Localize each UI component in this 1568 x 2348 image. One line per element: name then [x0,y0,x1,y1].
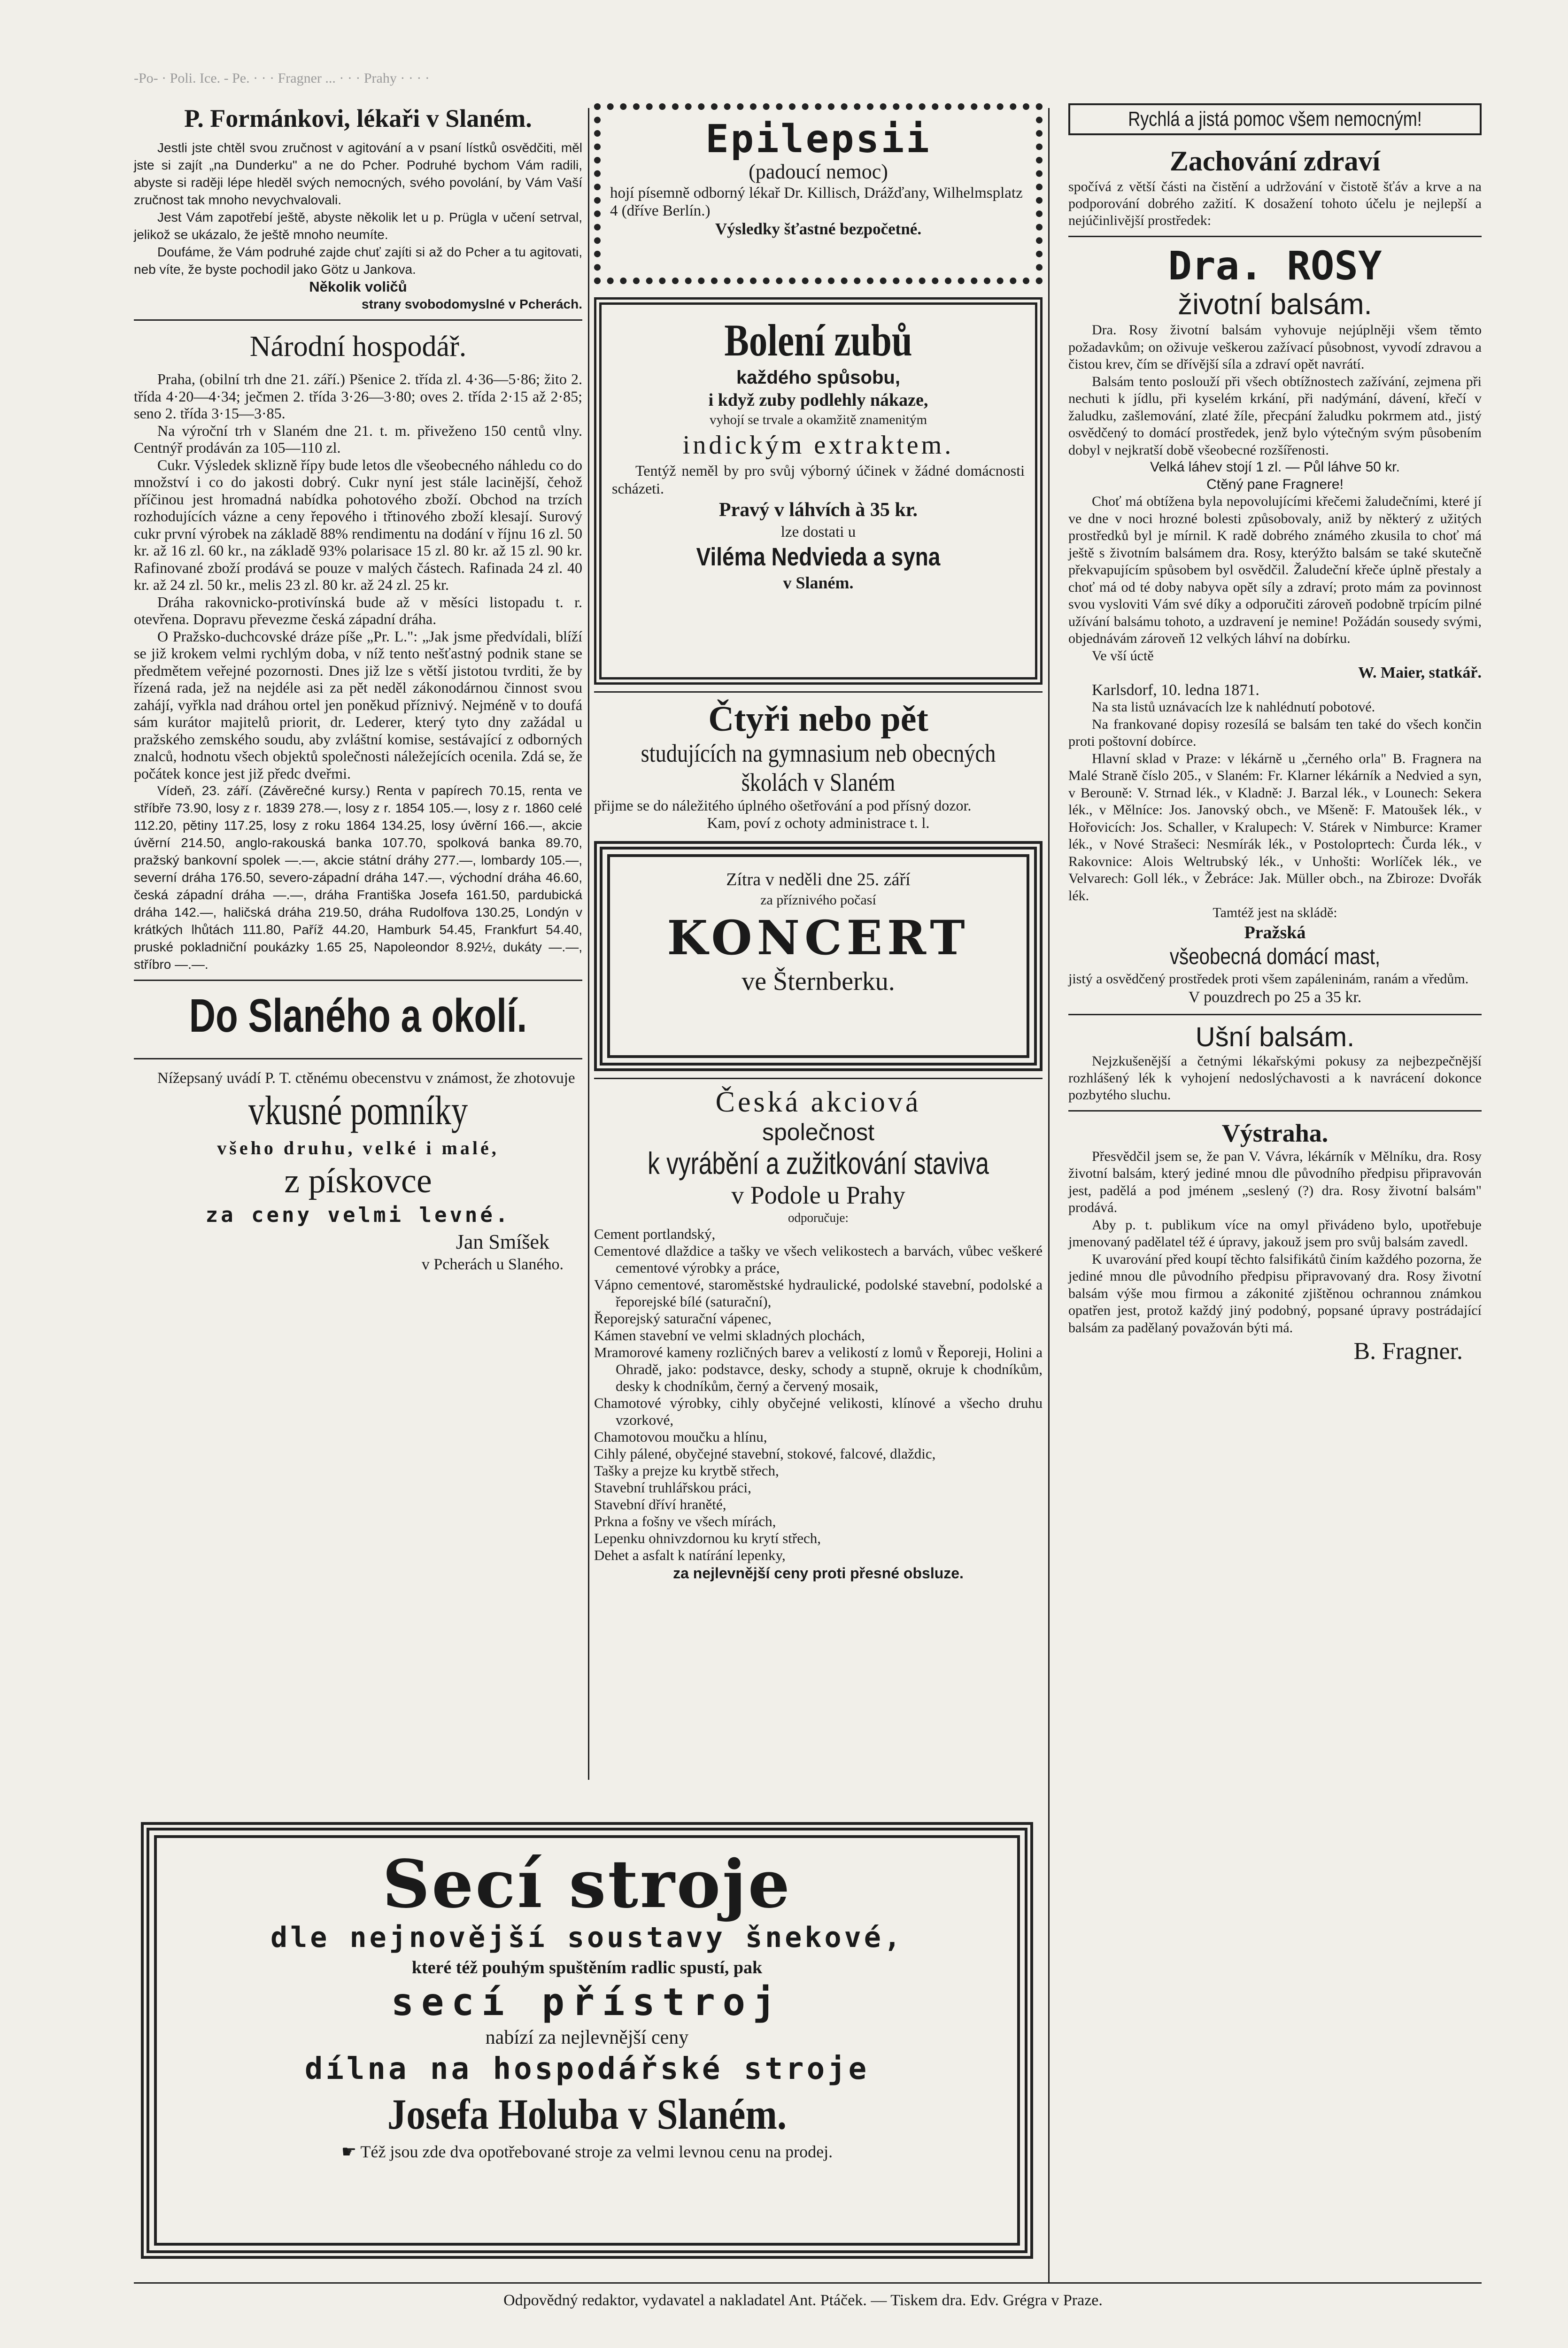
divider [1068,236,1482,237]
imprint-footer: Odpovědný redaktor, vydavatel a nakladatel Ant. Ptáček. — Tiskem dra. Edv. Grégra v Praze. [503,2292,1103,2309]
product-item: Vápno cementové, staroměstské hydraulické, podolské stavební, podolské a řeporejské bílé (saturační), [594,1276,1043,1310]
balsam-body [1068,322,1482,922]
product-item: Dehet a asfalt k natírání lepenky, [594,1547,786,1563]
company-line-3: k vyrábění a zužitkování staviva [648,1146,989,1181]
toothache-line-3: vyhojí se trvale a okamžitě znamenitým [709,412,927,427]
ointment-line-2: všeobecná domácí mast, [1169,944,1381,969]
toothache-price: Pravý v láhvích à 35 kr. [718,499,918,521]
toothache-ad [594,297,1043,685]
local-headline: vkusné pomníky [248,1088,468,1134]
building-materials-ad [594,1086,1043,1583]
products-list [594,1226,1043,1564]
toothache-line-2: i když zuby podlehly nákaze, [708,390,928,410]
balsam-p8: Na sta listů uznávacích lze k nahlédnutí pobotové. [1092,699,1375,715]
balsam-letter: Choť má obtížena byla nepovolujícími křečemi žaludečními, které jí ve dne v noci hrozné bolesti způsobovaly, aniž by některý z užitých prostředků byl je mírnil. K radě dobrého známého zkusila to choť má ještě s životním balsámem dra. Rosy, kterýžto balsám se také skutečně překvapujícím spůsobem byl osvědčil. Žaludeční křeče úplně přestaly a choť má od té doby nabyva opět síly a zdraví; proto mám za povinnost svou vysloviti Vám své díky a odporučiti zároveň podobně trpícím pilné užívání balsámu tohoto, a uzdravení je nemine! Požádán sousedy svými, objednávám zároveň 12 velkých láhví na dobírku. [1068,494,1482,646]
local-title: Do Slaného a okolí. [189,989,527,1042]
local-material: z pískovce [284,1162,432,1200]
toothache-line-4: indickým extraktem. [682,431,954,460]
products-end: za nejlevnější ceny proti přesné obsluze. [673,1565,964,1582]
column-middle [594,103,1043,1583]
product-item: Lepenku ohnivzdornou ku krytí střech, [594,1530,821,1546]
epilepsy-title: Epilepsii [705,117,931,162]
warning-p2: Aby p. t. publikum více na omyl přivádeno bylo, upotřebuje jmenovaný padělatel též é úpravy, jakouž jsem pro svůj balsám zavedl. [1068,1217,1482,1250]
balsam-signature: W. Maier, statkář. [1358,664,1482,681]
seed-drill-line-1: dle nejnovější soustavy šnekové, [270,1921,904,1954]
seed-drill-line-7: Též jsou zde dva opotřebované stroje za velmi levnou cenu na prodej. [360,2142,833,2161]
letter-paragraph-1: Jestli jste chtěl svou zručnost v agitování a v psaní lístků osvědčiti, měl jste si zajít „na Dunderku" a ne do Pcher. Podruhé bychom Vám radili, abyste si raději lépe hleděl svých nemocných, svého povolání, by Vám Vaší zručnost tak mnoho nevychvalovali. [134,140,582,207]
toothache-seller: Viléma Nedvieda a syna [696,543,941,571]
brand-name: Dra. ROSY [1168,243,1382,289]
column-rule-2 [1048,108,1050,2282]
page-header-strip: -Po- · Poli. Ice. - Pe. · · · Fragner ... · · · Prahy · · · · [134,70,430,86]
seed-drill-line-5: dílna na hospodářské stroje [304,2052,870,2086]
warning-signature: B. Fragner. [1353,1338,1463,1365]
remedy-header: Rychlá a jistá pomoc všem nemocným! [1128,108,1422,131]
toothache-line-5: Tentýž neměl by pro svůj výborný účinek v žádné domácnosti scházeti. [612,462,1025,497]
health-title: Zachování zdraví [1169,146,1381,177]
ointment-price: V pouzdrech po 25 a 35 kr. [1188,988,1362,1006]
product-item: Stavební truhlářskou práci, [594,1479,751,1496]
economy-praha: Praha, (obilní trh dne 21. září.) Pšenice 2. třída zl. 4·36—5·86; žito 2. třída 4·20—4·34; ječmen 2. třída 3·26—3·80; oves 2. třída 2·15 až 2·85; seno 2. třída 3·15—3·85. [134,371,582,422]
toothache-town: v Slaném. [783,573,854,592]
concert-place: ve Šternberku. [742,967,895,996]
balsam-closing: Ve vší úctě [1092,648,1154,664]
economy-slany: Na výroční trh v Slaném dne 21. t. m. přiveženo 150 centů vlny. Centnýř prodáván za 105—110 zl. [134,422,582,456]
divider [594,1078,1043,1079]
product-item: Cihly pálené, obyčejné stavební, stokové, falcové, dlaždic, [594,1445,936,1462]
epilepsy-result: Výsledky šťastné bezpočetné. [715,220,922,238]
economy-viden: Vídeň, 23. září. (Závěrečné kursy.) Renta v papírech 70.15, renta ve stříbře 73.90, losy z r. 1839 278.—, losy z r. 1854 105.—, losy z r. 1860 celé 112.20, pětiny 117.25, losy z roku 1864 134.25, losy úvěrní 166.—, akcie úvěrní 214.50, anglo-rakouská banka 107.70, spolková banka 89.70, pražský bankovní spolek —.—, akcie státní dráhy 277.—, lombardy 105.—, severní dráha 176.50, severo-západní dráha 147.—, východní dráha 46.60, česká západní dráha —.—, dráha Františka Josefa 161.50, pardubická dráha 142.—, haličská dráha 219.50, dráha Rudolfova 130.25, Londýn v krátkých lhůtách 111.80, Paříž 44.20, Hamburk 54.45, Frankfurt 54.40, pruské pokladniční poukázky 1.65 25, Napoleondor 8.92½, dukáty —.—, stříbro —.—. [134,783,582,972]
product-item: Chamotové výrobky, cihly obyčejné velikosti, klínové a všecho druhu vzorkové, [594,1395,1043,1428]
product-item: Mramorové kameny rozličných barev a velikostí z lomů v Řeporeji, Holini a Ohradě, jako: podstavce, desky, schody a stupně, okruje k chodníkům, desky k chodníkům, černý a červený mosaik, [594,1344,1043,1394]
letter-body [134,139,582,313]
letter-paragraph-3: Doufáme, že Vám podruhé zajde chuť zajíti si až do Pcher a tu agitovati, neb víte, že byste pochodil jako Götz u Jankova. [134,245,582,277]
concert-date: Zítra v neděli dne 25. září [726,870,911,889]
economy-title: Národní hospodář. [249,331,467,363]
company-line-1: Česká akciová [715,1086,921,1118]
ear-balsam-text: Nejzkušenější a četnými lékařskými pokusy za nejbezpečnější rozhlášený lék k vyhojení nedoslýchavosti a k navrácení dokonce pozbytého sluchu. [1068,1053,1482,1103]
seed-drill-line-3: secí přístroj [391,1980,783,2024]
economy-draha: Dráha rakovnicko-protivínská bude až v měsíci listopadu t. r. otevřena. Dopravu převezme česká západní dráha. [134,593,582,627]
ointment-line-1: Pražská [1244,922,1306,942]
toothache-line-1: každého spůsobu, [736,367,900,388]
product-item: Cement portlandský, [594,1226,716,1242]
warning-body [1068,1148,1482,1337]
seed-drill-line-2: které též pouhým spuštěním radlic spustí, pak [411,1958,763,1977]
toothache-line-7: lze dostati u [780,524,856,541]
students-line-3: Kam, poví z ochoty administrace t. l. [707,814,930,831]
divider [134,980,582,981]
letter-title: P. Formánkovi, lékaři v Slaném. [184,104,532,132]
epilepsy-subtitle: (padoucí nemoc) [749,160,888,183]
seed-drill-title: Secí stroje [382,1846,792,1923]
product-item: Cementové dlaždice a tašky ve všech velikostech a barvách, vůbec veškeré cementové výrobky a práce, [594,1243,1043,1276]
balsam-price: Velká láhev stojí 1 zl. — Půl láhve 50 kr. [1150,459,1400,475]
seed-drill-ad [141,1822,1033,2259]
column-rule-1 [588,108,589,1780]
column-left [134,103,582,1274]
pointing-hand-icon: ☛ [341,2142,361,2161]
balsam-p11: Tamtéž jest na skládě: [1213,905,1337,920]
remedy-header-box [1068,103,1482,135]
divider [134,319,582,321]
warning-p3: K uvarování před koupí těchto falsifikátů činím každého pozorna, že jediné mnou dle původního předpisu připravovaný dra. Rosy životní balsám výše mou firmou a zákonité zjištěnou ochrannou známkou opatřen jest, protož každý jiný podobný, popsané úpravy postrádající balsám za padělaný považován býti má. [1068,1251,1482,1336]
balsam-stores: Hlavní sklad v Praze: v lékárně u „černého orla" B. Fragnera na Malé Straně číslo 205., v Slaném: Fr. Klarner lékárník a Nedvied a syn, v Berouně: V. Strnad lék., v Kladně: J. Barzal lék., v Lounech: Sekera lék., v Mělníce: Jos. Janovský obch., ve Mšeně: F. Matoušek lék., v Hořovicích: Jos. Schaller, v Kralupech: V. Stárek v Nimburce: Kramer lék., v Nové Strašeci: Nesmírák lék., v Postoloprtech: Čurda lék., v Rakovnice: Alois Weltrubský lék., v Unhošti: Worlíček lék., ve Velvarech: Goll lék., v Žebráce: Jak. Müller obch., na Zbiroze: Dvořák lék. [1068,750,1482,904]
health-paragraph: spočívá z větší části na čistění a udržování v čistotě šťáv a krve a na podporování dobrého zažití. K dosažení tohoto účelu je nejlepší a nejúčinlivější prostředek: [1068,179,1482,228]
students-ad [594,699,1043,832]
column-right [1068,103,1482,1367]
divider [134,1058,582,1059]
footer-rule [134,2282,1482,2284]
product-item: Tašky a prejze ku krytbě střech, [594,1462,779,1479]
balsam-p9: Na frankované dopisy rozesílá se balsám ten také do všech končin proti poštovní dobírce. [1068,716,1482,749]
product-item: Stavební dříví hraněté, [594,1496,726,1513]
balsam-p3: Balsám tento poslouží při všech obtížnostech zažívání, zejmena při nechuti k jídlu, při kyselém krkání, při nadýmání, dávení, křečí v žaludku, zašlemování, zlaté žíle, přecpání žaludku pokrmem atd., jistý osvědčený to domácí prostředek, jenž bylo výtečným svým působením dobyl v nejkratší době všeobecné rozšířenosti. [1068,373,1482,458]
economy-cukr: Cukr. Výsledek sklizně řípy bude letos dle všeobecného náhledu co do množství i co do jakosti dobrý. Cukr nyní jest stále lacinější, čehož příčinou jest hromadná nabídka pohotového zboží. Obchod na trzích rozhodujících vázne a ceny řepového i třtinového zboží klesají. Surový cukr první výrobek na základě 88% rendimentu na dodání v říjnu 16 zl. 50 kr. až 16 zl. 60 kr., na základě 93% polarisace 15 zl. 80 kr. až 15 zl. 90 kr. Rafinované zboží prodává se pouze v malých částech. Rafinada 24 zl. 40 kr. až 24 zl. 50 kr., melis 23 zl. 80 kr. až 24 zl. 25 kr. [134,456,582,593]
brand-product: životní balsám. [1178,288,1372,321]
students-line-1: studujících na gymnasium neb obecných školách v Slaném [641,739,996,796]
product-item: Prkna a fošny ve všech mírách, [594,1513,776,1529]
product-item: Kámen stavební ve velmi skladných plochách, [594,1327,865,1344]
concert-weather: za příznivého počasí [760,892,876,908]
seed-drill-line-4: nabízí za nejlevnější ceny [485,2027,689,2048]
economy-body [134,371,582,973]
warning-p1: Přesvědčil jsem se, že pan V. Vávra, lékárník v Mělníku, dra. Rosy životní balsám, který jediné mnou dle původního předpisu připravován jest, padělá a pod jménem „seslený (?) dra. Rosy životní balsám" prodává. [1068,1148,1482,1215]
local-sizes: všeho druhu, velké i malé, [217,1137,499,1159]
local-paragraph: Nížepsaný uvádí P. T. ctěnému obecenstvu v známost, že zhotovuje [157,1070,575,1087]
students-title: Čtyři nebo pět [708,699,928,739]
concert-title: KONCERT [667,910,970,965]
company-line-4: v Podole u Prahy [731,1181,905,1209]
ear-balsam-title: Ušní balsám. [1195,1021,1355,1052]
divider [1068,1110,1482,1112]
local-price: za ceny velmi levné. [205,1203,511,1227]
balsam-p2: Dra. Rosy životní balsám vyhovuje nejúplněji všem těmto požadavkům; on oživuje veškerou zažívací působnost, vyvodí zdravou a čistou krev, čím se dřívější síla a zdraví opět navrátí. [1068,322,1482,372]
divider [1068,1014,1482,1015]
ointment-line-3: jistý a osvědčený prostředek proti všem zapáleninám, ranám a vředům. [1068,971,1469,987]
warning-title: Výstraha. [1221,1119,1329,1147]
letter-signature: Několik voličů [309,278,407,295]
students-line-2: přijme se do náležitého úplného ošetřování a pod přísný dozor. [594,797,972,814]
epilepsy-text: hojí písemně odborný lékař Dr. Killisch, Drážďany, Wilhelmsplatz 4 (dříve Berlín.) [610,185,1023,219]
epilepsy-ad [594,103,1043,284]
product-item: Řeporejský saturační vápenec, [594,1310,772,1327]
economy-duchcov: O Pražsko-duchcovské dráze píše „Pr. L.": „Jak jsme předvídali, blíží se již krokem velmi rychlým doba, v níž tento nešťastný podnik stane se předmětem veřejné pozornosti. Dnes již lze s větší jistotou tvrditi, že by řízená rada, jež na nejdéle asi za pět neděl zákonodárnou činnost svou zahájí, vyřkla nad dráhou ortel jen poněkud příznivý. Nejméně v to doufá sám kurátor majitelů priorit, dr. Lederer, který tyto dny zažádal u pražského zemského soudu, aby zvláštní komise, sestávající z odborných znalců, hodnotu všech objektů společnosti náležejících ocenila. Zdá se, že počátek konce jest již předc dveřmi. [134,627,582,782]
toothache-title: Bolení zubů [724,315,912,365]
local-name: Jan Smíšek [456,1230,549,1253]
company-line-2: společnost [762,1119,875,1145]
letter-party: strany svobodomyslné v Pcherách. [362,297,582,311]
balsam-place: Karlsdorf, 10. ledna 1871. [1092,681,1259,699]
product-item: Chamotovou moučku a hlínu, [594,1429,767,1445]
divider [594,691,1043,693]
letter-paragraph-2: Jest Vám zapotřebí ještě, abyste několik let u p. Prügla v učení setrval, jelikož se ukázalo, že ještě mnoho neumíte. [134,210,582,242]
seed-drill-line-6: Josefa Holuba v Slaném. [387,2090,787,2138]
concert-ad [594,841,1043,1071]
local-place: v Pcherách u Slaného. [421,1256,564,1273]
balsam-salutation: Ctěný pane Fragnere! [1206,476,1344,492]
company-line-5: odporučuje: [788,1211,849,1225]
